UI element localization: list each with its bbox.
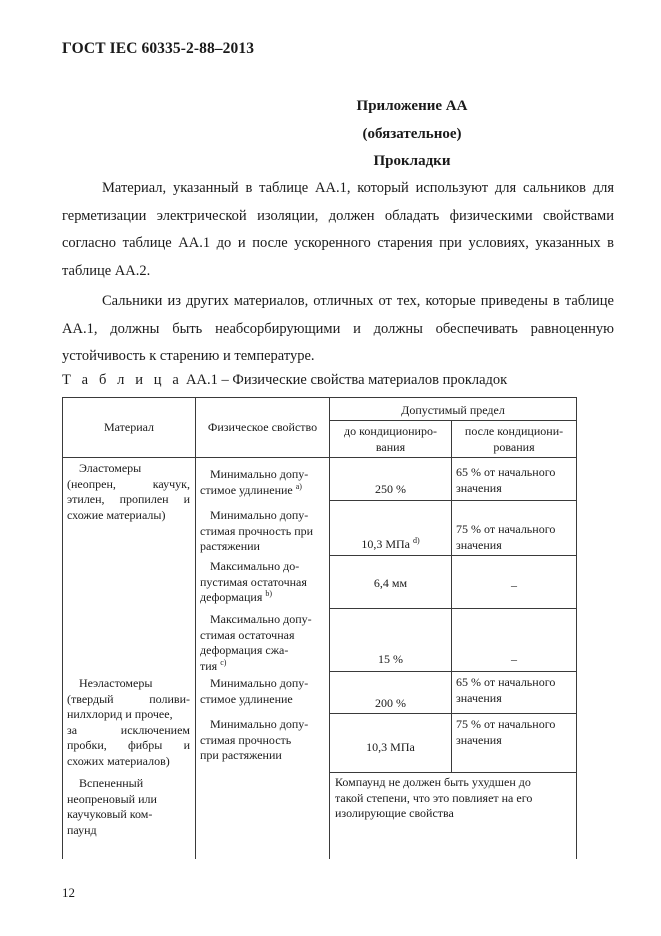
property-row-2: Минимально допу- стимая прочность при растяжении xyxy=(200,508,314,554)
material-elastomers: Эластомеры (неопрен, каучук, этилен, пропилен и схожие материалы) xyxy=(67,461,190,522)
before-row-5: 200 % xyxy=(375,696,406,710)
table-line-row6 xyxy=(329,772,577,773)
table-divider-col1 xyxy=(195,397,196,859)
paragraph-2: Сальники из других материалов, отличных от тех, которые приведены в таблице АА.1, должны быть неабсорбирующими и должны обеспечивать равноценную устойчивость к старению и температуре. xyxy=(62,293,614,364)
table-border-right xyxy=(576,397,577,859)
table-line-row5 xyxy=(329,713,577,714)
property-row-5: Минимально допу- стимое удлинение xyxy=(200,676,309,706)
table-line-header xyxy=(62,457,577,458)
table-line-row2 xyxy=(329,555,577,556)
before-row-4: 15 % xyxy=(378,652,403,666)
table-line-row3 xyxy=(329,608,577,609)
header-material: Материал xyxy=(103,420,155,434)
paragraph-1: Материал, указанный в таблице АА.1, который используют для сальников для герметизации электрической изоляции, должен обладать физическими свойствами согласно таблице АА.1 до и после ускоренного старения при условиях, указанных в таблице АА.2. xyxy=(62,180,614,279)
table-line-row1 xyxy=(329,500,577,501)
after-row-4: – xyxy=(511,652,517,666)
after-row-3: – xyxy=(511,578,517,592)
property-row-6: Минимально допу- стимая прочность при растяжении xyxy=(200,717,309,763)
after-row-1: 65 % от начального значения xyxy=(456,465,556,495)
before-row-6: 10,3 МПа xyxy=(366,740,415,754)
property-row-3: Максимально до- пустимая остаточная деформация $^{b)}$ xyxy=(200,559,307,605)
table-line-subheader xyxy=(329,420,577,421)
property-row-1: Минимально допу- стимое удлинение $^{a)}$ xyxy=(200,467,309,497)
after-row-2: 75 % от начального значения xyxy=(456,522,556,552)
before-row-1: 250 % xyxy=(375,482,406,496)
page-number: 12 xyxy=(62,885,75,900)
table-border-left xyxy=(62,397,63,859)
table-divider-col2 xyxy=(329,397,330,859)
header-limit: Допустимый предел xyxy=(401,403,505,417)
annex-status: (обязательное) xyxy=(362,126,462,142)
material-foam: Вспененный неопреновый или каучуковый ком- паунд xyxy=(67,776,157,837)
annex-subtitle: Прокладки xyxy=(373,153,451,169)
table-divider-col3 xyxy=(451,420,452,772)
table-border-top xyxy=(62,397,577,398)
before-row-2: 10,3 МПа $^{d)}$ xyxy=(361,536,420,551)
table-caption: Т а б л и ц а АА.1 – Физические свойства материалов прокладок xyxy=(62,372,508,388)
before-row-3: 6,4 мм xyxy=(373,576,408,590)
foam-note: Компаунд не должен быть ухудшен до такой степени, что это повлияет на его изолирующие свойства xyxy=(335,775,533,821)
annex-title: Приложение АА xyxy=(356,98,468,114)
after-row-6: 75 % от начального значения xyxy=(456,717,556,747)
table-line-row4 xyxy=(329,671,577,672)
header-before: до кондициониро- вания xyxy=(344,424,437,454)
document-header: ГОСТ IEC 60335-2-88–2013 xyxy=(62,40,255,57)
header-property: Физическое свойство xyxy=(207,420,318,434)
material-nonelastomers: Неэластомеры (твердый поливи- нилхлорид и прочее, за исключением пробки, фибры и схожих материалов) xyxy=(67,676,190,768)
after-row-5: 65 % от начального значения xyxy=(456,675,556,705)
property-row-4: Максимально допу- стимая остаточная деформация сжа- тия $^{c)}$ xyxy=(200,612,312,673)
header-after: после кондициони- рования xyxy=(464,424,564,454)
